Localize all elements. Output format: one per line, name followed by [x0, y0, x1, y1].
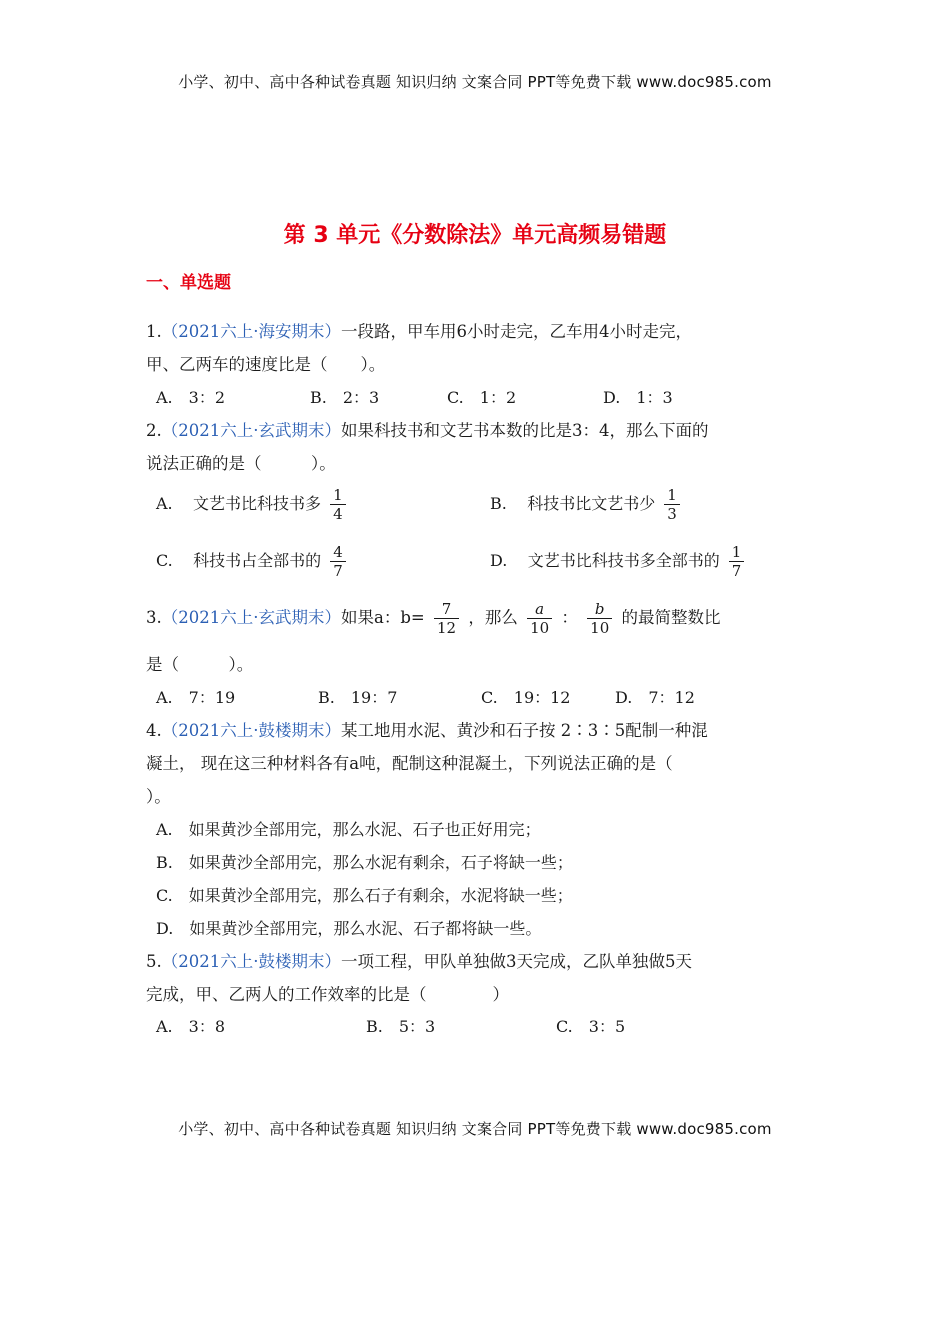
q3-option-a: A. 7：19 — [156, 688, 236, 707]
q4-line-1 — [146, 720, 708, 742]
q5-line-1 — [146, 951, 692, 973]
q2-option-a: A. 文艺书比科技书多 $\frac{1}{4}$ — [156, 486, 350, 523]
q1-text: 一段路，甲车用6小时走完，乙车用4小时走完， — [341, 322, 692, 341]
fraction: $\frac{a}{10}$ — [527, 600, 552, 637]
q2-text: 如果科技书和文艺书本数的比是3：4，那么下面的 — [341, 421, 709, 440]
fraction: $\frac{b}{10}$ — [587, 600, 612, 637]
q1-line-1 — [146, 321, 692, 343]
q2-source: （2021六上·玄武期末） — [161, 421, 341, 440]
q5-number: 5. — [146, 952, 162, 971]
fraction: $\frac{1}{3}$ — [664, 486, 680, 523]
q2-option-b: B. 科技书比文艺书少 $\frac{1}{3}$ — [490, 486, 684, 523]
q2-number: 2. — [146, 421, 162, 440]
q1-source: （2021六上·海安期末） — [161, 322, 341, 341]
q3-number: 3. — [146, 608, 162, 627]
q5-option-c: C. 3：5 — [556, 1017, 626, 1036]
q1-option-b: B. 2：3 — [310, 388, 380, 407]
fraction: $\frac{1}{4}$ — [330, 486, 346, 523]
q4-line-3: ）。 — [146, 787, 171, 806]
q5-option-b: B. 5：3 — [366, 1017, 436, 1036]
q2-option-d: D. 文艺书比科技书多全部书的 $\frac{1}{7}$ — [490, 543, 748, 580]
q3-option-d: D. 7：12 — [615, 688, 695, 707]
q4-option-d: D. 如果黄沙全部用完，那么水泥、石子都将缺一些。 — [156, 919, 542, 938]
page-footer: 小学、初中、高中各种试卷真题 知识归纳 文案合同 PPT等免费下载 www.doc985.com — [178, 1120, 772, 1138]
q1-option-c: C. 1：2 — [447, 388, 517, 407]
q3-option-b: B. 19：7 — [318, 688, 398, 707]
q3-source: （2021六上·玄武期末） — [161, 608, 341, 627]
q4-option-a: A. 如果黄沙全部用完，那么水泥、石子也正好用完； — [156, 820, 541, 839]
q2-line-2: 说法正确的是（ ）。 — [146, 454, 336, 473]
section-heading: 一、单选题 — [146, 273, 231, 293]
page-header: 小学、初中、高中各种试卷真题 知识归纳 文案合同 PPT等免费下载 www.doc985.com — [178, 73, 772, 91]
q5-source: （2021六上·鼓楼期末） — [161, 952, 341, 971]
q2-option-c: C. 科技书占全部书的 $\frac{4}{7}$ — [156, 543, 350, 580]
q1-option-d: D. 1：3 — [603, 388, 673, 407]
q4-option-c: C. 如果黄沙全部用完，那么石子有剩余，水泥将缺一些； — [156, 886, 573, 905]
q1-option-a: A. 3：2 — [156, 388, 226, 407]
q3-line-1: 3.（2021六上·玄武期末）如果a：b= $\frac{7}{12}$ ，那么 $\frac{a}{10}$ ： $\frac{b}{10}$ 的最简整数比 — [146, 600, 721, 637]
fraction: $\frac{1}{7}$ — [729, 543, 745, 580]
q5-text: 一项工程，甲队单独做3天完成，乙队单独做5天 — [341, 952, 692, 971]
fraction: $\frac{4}{7}$ — [330, 543, 346, 580]
fraction: $\frac{7}{12}$ — [434, 600, 459, 637]
q1-number: 1. — [146, 322, 162, 341]
q3-option-c: C. 19：12 — [481, 688, 571, 707]
q5-line-2: 完成，甲、乙两人的工作效率的比是（ ） — [146, 985, 509, 1004]
q2-line-1 — [146, 420, 709, 442]
q4-line-2: 凝土， 现在这三种材料各有a吨，配制这种混凝土，下列说法正确的是（ — [146, 754, 673, 773]
q3-line-2: 是（ ）。 — [146, 655, 254, 674]
q4-source: （2021六上·鼓楼期末） — [161, 721, 341, 740]
page-title: 第 3 单元《分数除法》单元高频易错题 — [283, 223, 667, 248]
q4-option-b: B. 如果黄沙全部用完，那么水泥有剩余，石子将缺一些； — [156, 853, 573, 872]
q4-text: 某工地用水泥、黄沙和石子按 2∶3∶5配制一种混 — [341, 721, 708, 740]
q1-line-2: 甲、乙两车的速度比是（ ）。 — [146, 355, 386, 374]
q5-option-a: A. 3：8 — [156, 1017, 226, 1036]
q4-number: 4. — [146, 721, 162, 740]
